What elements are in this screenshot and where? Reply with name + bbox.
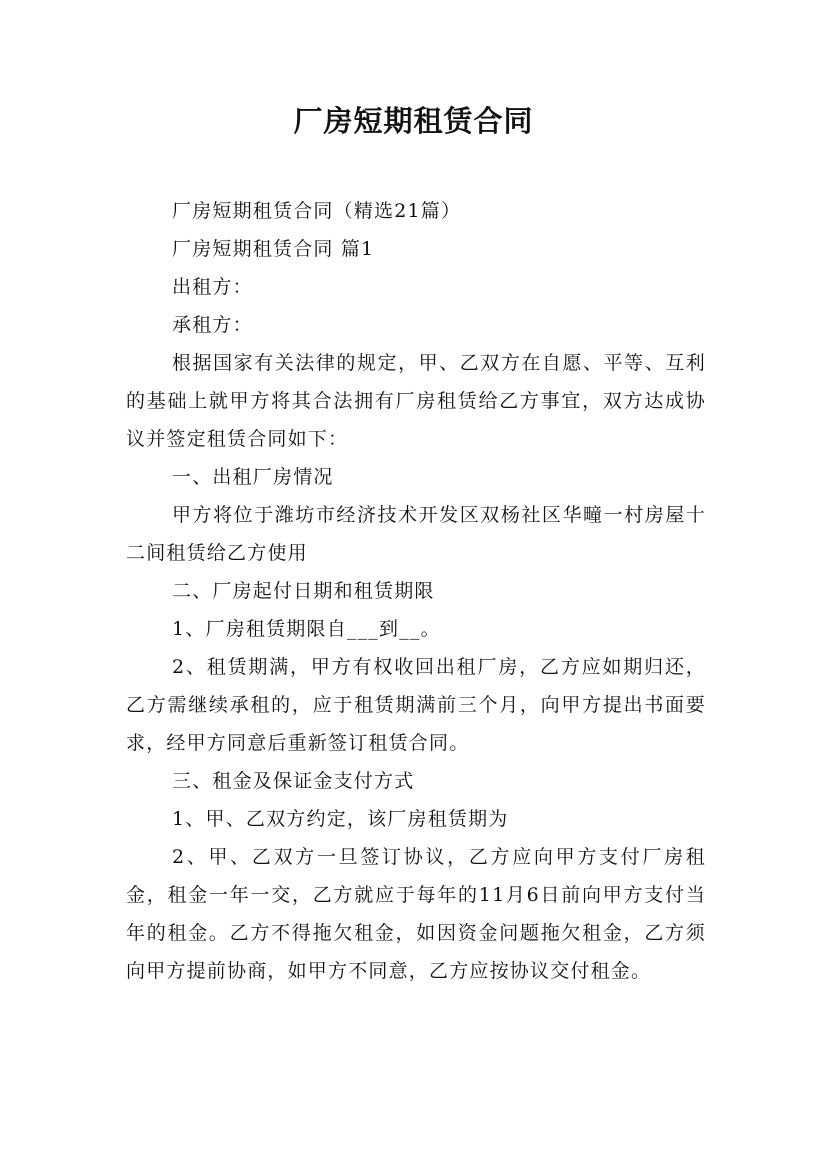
paragraph-factory-location: 甲方将位于潍坊市经济技术开发区双杨社区华疃一村房屋十二间租赁给乙方使用	[126, 504, 706, 564]
document-title: 厂房短期租赁合同	[293, 104, 534, 138]
paragraph-preamble: 根据国家有关法律的规定，甲、乙双方在自愿、平等、互利的基础上就甲方将其合法拥有厂房租赁给乙方事宜，双方达成协议并签定租赁合同如下：	[126, 352, 706, 450]
paragraph-agreed-term: 1、甲、乙双方约定，该厂房租赁期为	[172, 808, 509, 830]
paragraph-lessor: 出租方：	[172, 276, 253, 298]
paragraph-lease-term: 1、厂房租赁期限自___到__。	[172, 618, 441, 640]
paragraph-lease-expiry: 2、租赁期满，甲方有权收回出租厂房，乙方应如期归还，乙方需继续承租的，应于租赁期满前三个月，向甲方提出书面要求，经甲方同意后重新签订租赁合同。	[126, 656, 706, 754]
paragraph-lessee: 承租方：	[172, 314, 253, 336]
paragraph-heading-1: 一、出租厂房情况	[172, 466, 334, 488]
paragraph-heading-2: 二、厂房起付日期和租赁期限	[172, 580, 435, 602]
paragraph-heading-3: 三、租金及保证金支付方式	[172, 770, 415, 792]
paragraph-collection-heading: 厂房短期租赁合同（精选21篇）	[172, 200, 462, 222]
document-body	[126, 192, 706, 990]
paragraph-section-heading: 厂房短期租赁合同 篇1	[172, 238, 375, 260]
paragraph-rent-payment: 2、甲、乙双方一旦签订协议，乙方应向甲方支付厂房租金，租金一年一交，乙方就应于每年的11月6日前向甲方支付当年的租金。乙方不得拖欠租金，如因资金问题拖欠租金，乙方须向甲方提前协商，如甲方不同意，乙方应按协议交付租金。	[126, 846, 706, 982]
